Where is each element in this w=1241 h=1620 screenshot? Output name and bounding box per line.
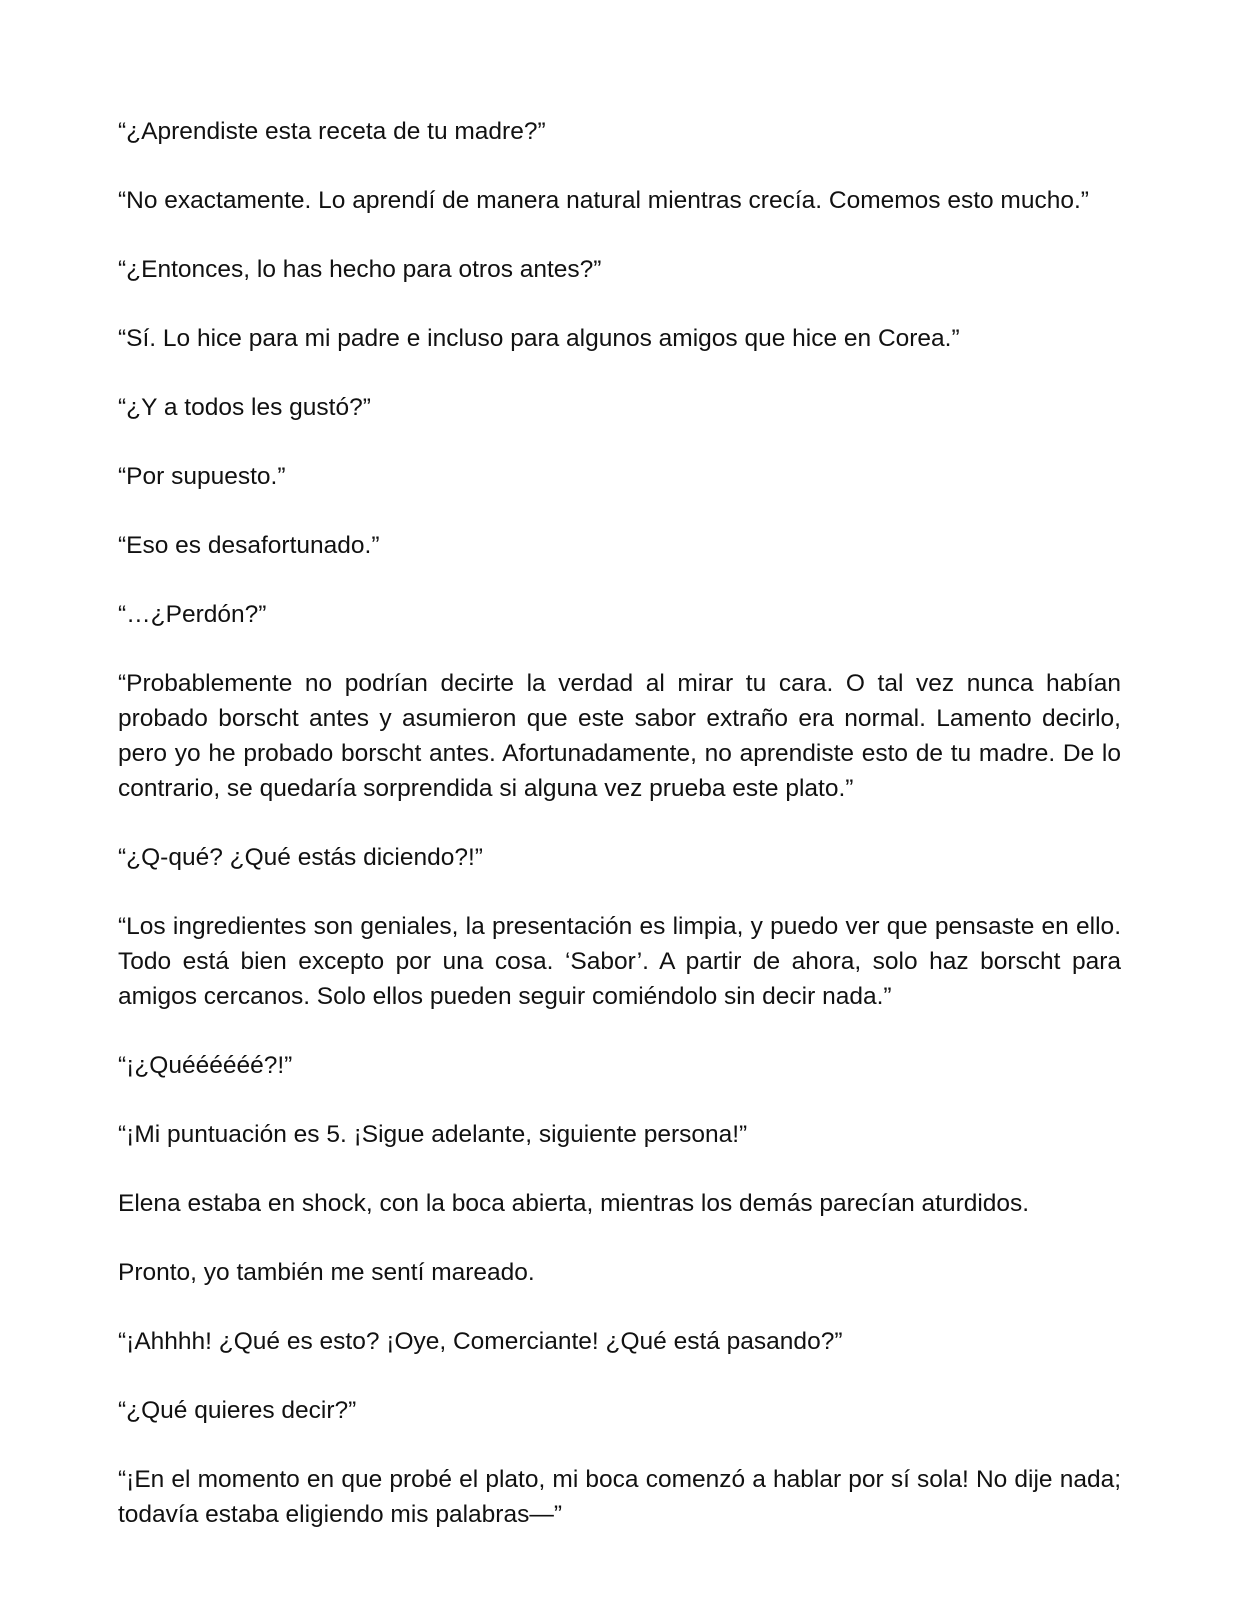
- paragraph-10: “¿Q-qué? ¿Qué estás diciendo?!”: [118, 844, 483, 871]
- paragraph-18: “¡En el momento en que probé el plato, mi boca comenzó a hablar por sí sola! No dije nada; todavía estaba eligiendo mis palabras—”: [118, 1466, 1121, 1528]
- paragraph-3: “¿Entonces, lo has hecho para otros antes?”: [118, 256, 602, 283]
- paragraph-15: Pronto, yo también me sentí mareado.: [118, 1259, 535, 1286]
- paragraph-6: “Por supuesto.”: [118, 463, 286, 490]
- paragraph-5: “¿Y a todos les gustó?”: [118, 394, 371, 421]
- paragraph-11: “Los ingredientes son geniales, la presentación es limpia, y puedo ver que pensaste en ello. Todo está bien excepto por una cosa. ‘Sabor’. A partir de ahora, solo haz borscht para amigos cercanos. Solo ellos pueden seguir comiéndolo sin decir nada.”: [118, 913, 1121, 1010]
- paragraph-2: “No exactamente. Lo aprendí de manera natural mientras crecía. Comemos esto mucho.”: [118, 187, 1089, 214]
- paragraph-17: “¿Qué quieres decir?”: [118, 1397, 357, 1424]
- paragraph-12: “¡¿Quéééééé?!”: [118, 1052, 293, 1079]
- paragraph-8: “…¿Perdón?”: [118, 601, 267, 628]
- paragraph-16: “¡Ahhhh! ¿Qué es esto? ¡Oye, Comerciante! ¿Qué está pasando?”: [118, 1328, 843, 1355]
- paragraph-7: “Eso es desafortunado.”: [118, 532, 380, 559]
- document-body: [118, 114, 1121, 1532]
- paragraph-13: “¡Mi puntuación es 5. ¡Sigue adelante, siguiente persona!”: [118, 1121, 748, 1148]
- paragraph-1: “¿Aprendiste esta receta de tu madre?”: [118, 118, 546, 145]
- paragraph-4: “Sí. Lo hice para mi padre e incluso para algunos amigos que hice en Corea.”: [118, 325, 960, 352]
- paragraph-9: “Probablemente no podrían decirte la verdad al mirar tu cara. O tal vez nunca habían probado borscht antes y asumieron que este sabor extraño era normal. Lamento decirlo, pero yo he probado borscht antes. Afortunadamente, no aprendiste esto de tu madre. De lo contrario, se quedaría sorprendida si alguna vez prueba este plato.”: [118, 670, 1121, 802]
- paragraph-14: Elena estaba en shock, con la boca abierta, mientras los demás parecían aturdidos.: [118, 1190, 1030, 1217]
